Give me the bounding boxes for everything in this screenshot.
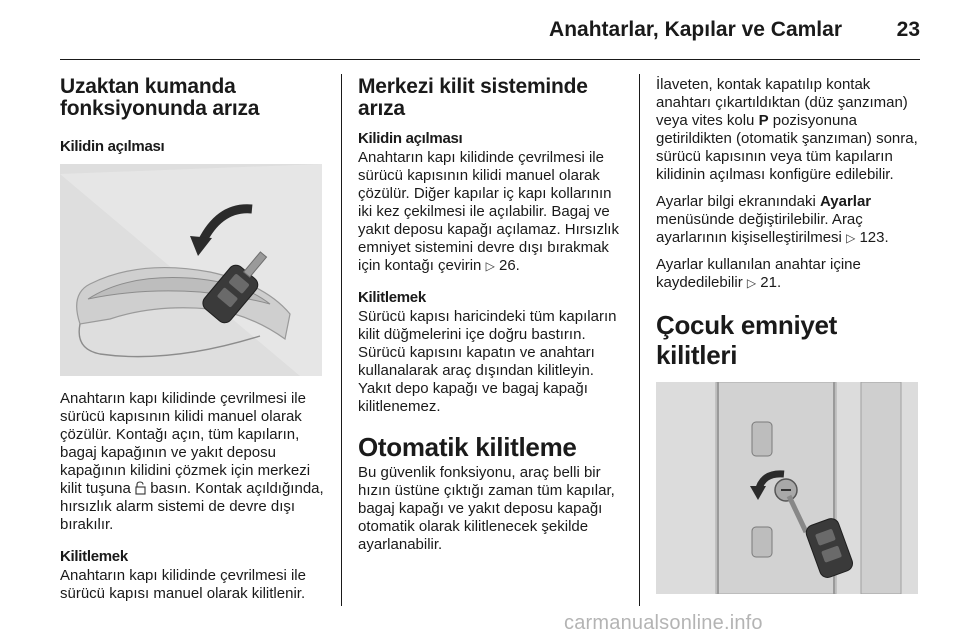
page-reference-link[interactable]: 26. [498,257,520,274]
column-divider-2 [639,74,640,606]
paragraph-text: Anahtarın kapı kilidinde çevrilmesi ile sürücü kapısının kilidi manuel olarak çözülür. Diğer kapılar iç kapı kollarının iki kez çekilmesi ile açılabilir. Bagaj ve yakıt deposu kapağı açılamaz. Hırsızlık emniyet sistemini devre dışı bırakmak için kontağı çevirin [358,149,619,274]
paragraph [656,76,918,184]
section-heading: Uzaktan kumanda fonksiyonunda arıza [60,75,260,120]
page-reference-triangle-icon: ▷ [846,231,856,245]
site-watermark: carmanualsonline.info [564,612,763,634]
page-reference-triangle-icon: ▷ [746,276,757,290]
subheading: Kilitlemek [358,289,426,306]
gear-position-label: P [758,112,769,129]
header-rule [60,59,920,60]
paragraph [60,390,328,534]
paragraph-text: pozisyonuna getirildikten (otomatik şanzıman) sonra, sürücü kapısının veya tüm kapıların kilidinin açılması konfigüre edilebilir. [656,112,918,183]
paragraph [656,193,918,247]
column-1 [60,76,328,612]
page-number: 23 [896,18,920,41]
subheading: Kilidin açılması [358,130,463,147]
menu-name: Ayarlar [819,193,872,210]
column-3 [656,76,918,594]
door-handle-key-illustration [60,164,322,376]
section-heading-large: Çocuk emniyet kilitleri [656,310,838,370]
paragraph-text: menüsünde değiştirilebilir. Araç ayarlarının kişiselleştirilmesi [656,211,863,246]
subheading: Kilidin açılması [60,138,165,155]
child-lock-illustration [656,382,918,594]
column-divider-1 [341,74,342,606]
page-reference-link[interactable]: 21. [760,274,782,291]
page-reference-triangle-icon: ▷ [485,259,495,273]
subheading: Kilitlemek [60,548,128,565]
paragraph-text: Anahtarın kapı kilidinde çevrilmesi ile sürücü kapısının kilidi manuel olarak çözülür. Kontağı açın, tüm kapıların, bagaj kapağının ve yakıt deposu kapağının kilidini çözmek için merkezi kilit tuşuna [60,390,311,497]
paragraph: Bu güvenlik fonksiyonu, araç belli bir hızın üstüne çıktığı zaman tüm kapılar, bagaj kapağı ve yakıt deposu kapağı otomatik olarak kilitlenecek şekilde ayarlanabilir. [358,464,615,553]
section-heading: Merkezi kilit sisteminde arıza [358,75,588,120]
paragraph-text: İlaveten, kontak kapatılıp kontak anahtarı çıkartıldıktan (düz şanzıman) veya vites kolu [656,76,908,129]
paragraph-text: Ayarlar kullanılan anahtar içine kaydedilebilir [656,256,861,291]
paragraph [358,149,626,275]
header-title: Anahtarlar, Kapılar ve Camlar [549,18,842,41]
paragraph-text: Ayarlar bilgi ekranındaki [656,193,816,210]
paragraph: Anahtarın kapı kilidinde çevrilmesi ile sürücü kapısı manuel olarak kilitlenir. [60,567,306,602]
paragraph: Sürücü kapısı haricindeki tüm kapıların kilit düğmelerini içe doğru bastırın. Sürücü kapısını kapatın ve anahtarı kullanalarak araç dışından kilitleyin. Yakıt depo kapağı ve bagaj kapağı kilitlenemez. [358,308,617,415]
section-heading-large: Otomatik kilitleme [358,432,577,462]
page-reference-link[interactable]: 123. [859,229,889,246]
paragraph [656,256,918,292]
unlock-padlock-icon [135,481,146,495]
column-2 [358,76,626,563]
paragraph-text: basın. Kontak açıldığında, hırsızlık alarm sistemi de devre dışı bırakılır. [60,480,324,533]
